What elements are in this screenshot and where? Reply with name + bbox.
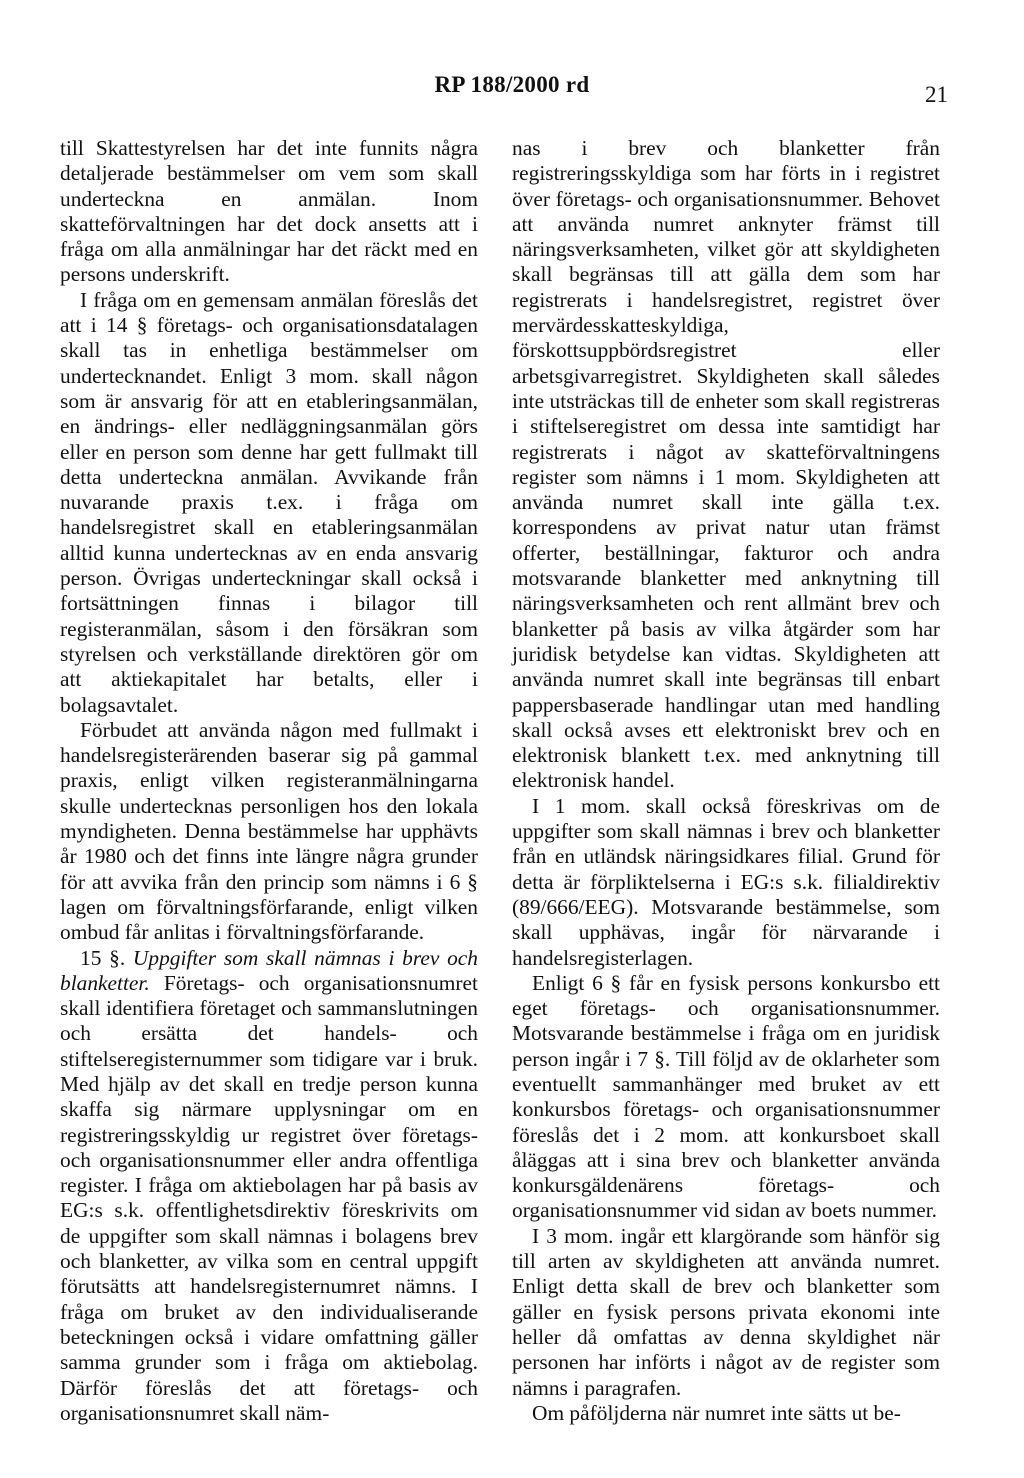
section-body: Företags- och organisationsnumret skall identifiera företaget och sammanslutningen och ersätta det handels- och stiftelseregisternummer som tidigare var i bruk. Med hjälp av det skall en tredje person kunna skaffa sig närmare upplysningar om en registreringsskyldig ur registret över företags- och organisationsnummer eller andra offentliga register. I fråga om aktiebolagen har på basis av EG:s s.k. offentlighetsdirektiv föreskrivits om de uppgifter som skall nämnas i bolagens brev och blanketter, av vilka som en central uppgift förutsätts att handelsregisternumret nämns. I fråga om bruket av den individualiserande beteckningen också i vidare omfattning gäller samma grunder som i fråga om aktiebolag. Därför föreslås det att företags- och organisationsnumret skall näm- [60, 970, 478, 1425]
paragraph: Förbudet att använda någon med fullmakt i handelsregisterärenden baserar sig på gammal praxis, enligt vilken registeranmälningarna skulle undertecknas personligen hos den lokala myndigheten. Denna bestämmelse har upphävts år 1980 och det finns inte längre några grunder för att avvika från den princip som nämns i 6 § lagen om förvaltningsförfarande, enligt vilken ombud får anlitas i förvaltningsförfarande. [60, 717, 478, 945]
paragraph: I fråga om en gemensam anmälan föreslås det att i 14 § företags- och organisationsdatalagen skall tas in enhetliga bestämmelser om undertecknandet. Enligt 3 mom. skall någon som är ansvarig för att en etableringsanmälan, en ändrings- eller nedläggningsanmälan görs eller en person som denne har gett fullmakt till detta underteckna anmälan. Avvikande från nuvarande praxis t.ex. i fråga om handelsregistret skall en etableringsanmälan alltid kunna undertecknas av en enda ansvarig person. Övrigas underteckningar skall också i fortsättningen finnas i bilagor till registeranmälan, såsom i den försäkran som styrelsen och verkställande direktören gör om att aktiekapitalet har betalts, eller i bolagsavtalet. [60, 287, 478, 717]
page-number: 21 [925, 82, 948, 107]
running-title: RP 188/2000 rd [434, 72, 590, 97]
section-heading: Uppgifter som skall nämnas i brev och blanketter. [60, 945, 478, 995]
left-column [60, 136, 478, 1426]
paragraph: till Skattestyrelsen har det inte funnits några detaljerade bestämmelser om vem som skall underteckna en anmälan. Inom skatteförvaltningen har det dock ansetts att i fråga om alla anmälningar har det räckt med en persons underskrift. [60, 136, 478, 287]
section-number: 15 §. [80, 945, 126, 970]
right-column [512, 136, 940, 1426]
paragraph: I 3 mom. ingår ett klargörande som hänför sig till arten av skyldigheten att använda numret. Enligt detta skall de brev och blanketter som gäller en fysisk persons privata ekonomi inte heller då omfattas av denna skyldighet när personen har införts i något av de register som nämns i paragrafen. [512, 1223, 940, 1400]
paragraph: I 1 mom. skall också föreskrivas om de uppgifter som skall nämnas i brev och blanketter från en utländsk näringsidkares filial. Grund för detta är förpliktelserna i EG:s s.k. filialdirektiv (89/666/EEG). Motsvarande bestämmelse, som skall upphävas, ingår för närvarande i handelsregisterlagen. [512, 793, 940, 970]
paragraph: Om påföljderna när numret inte sätts ut be- [532, 1400, 901, 1425]
paragraph: nas i brev och blanketter från registreringsskyldiga som har förts in i registret över företags- och organisationsnummer. Behovet att använda numret anknyter främst till näringsverksamheten, vilket gör att skyldigheten skall begränsas till att gälla dem som har registrerats i handelsregistret, registret över mervärdesskatteskyldiga, förskottsuppbördsregistret eller arbetsgivarregistret. Skyldigheten skall således inte utsträckas till de enheter som skall registreras i stiftelseregistret om dessa inte samtidigt har registrerats i något av skatteförvaltningens register som nämns i 1 mom. Skyldigheten att använda numret skall inte gälla t.ex. korrespondens av privat natur utan främst offerter, beställningar, fakturor och andra motsvarande blanketter med anknytning till näringsverksamheten och rent allmänt brev och blanketter på basis av vilka åtgärder som har juridisk betydelse kan vidtas. Skyldigheten att använda numret skall inte begränsas till enbart pappersbaserade handlingar utan med handling skall också avses ett elektroniskt brev och en elektronisk blankett t.ex. med anknytning till elektronisk handel. [512, 136, 940, 793]
paragraph: Enligt 6 § får en fysisk persons konkursbo ett eget företags- och organisationsnummer. Motsvarande bestämmelse i fråga om en juridisk person ingår i 7 §. Till följd av de oklarheter som eventuellt sammanhänger med bruket av ett konkursbos företags- och organisationsnummer föreslås det i 2 mom. att konkursboet skall åläggas att i sina brev och blanketter använda konkursgäldenärens företags- och organisationsnummer vid sidan av boets nummer. [512, 970, 940, 1223]
section-paragraph [60, 946, 478, 1427]
page-header [0, 72, 1024, 112]
